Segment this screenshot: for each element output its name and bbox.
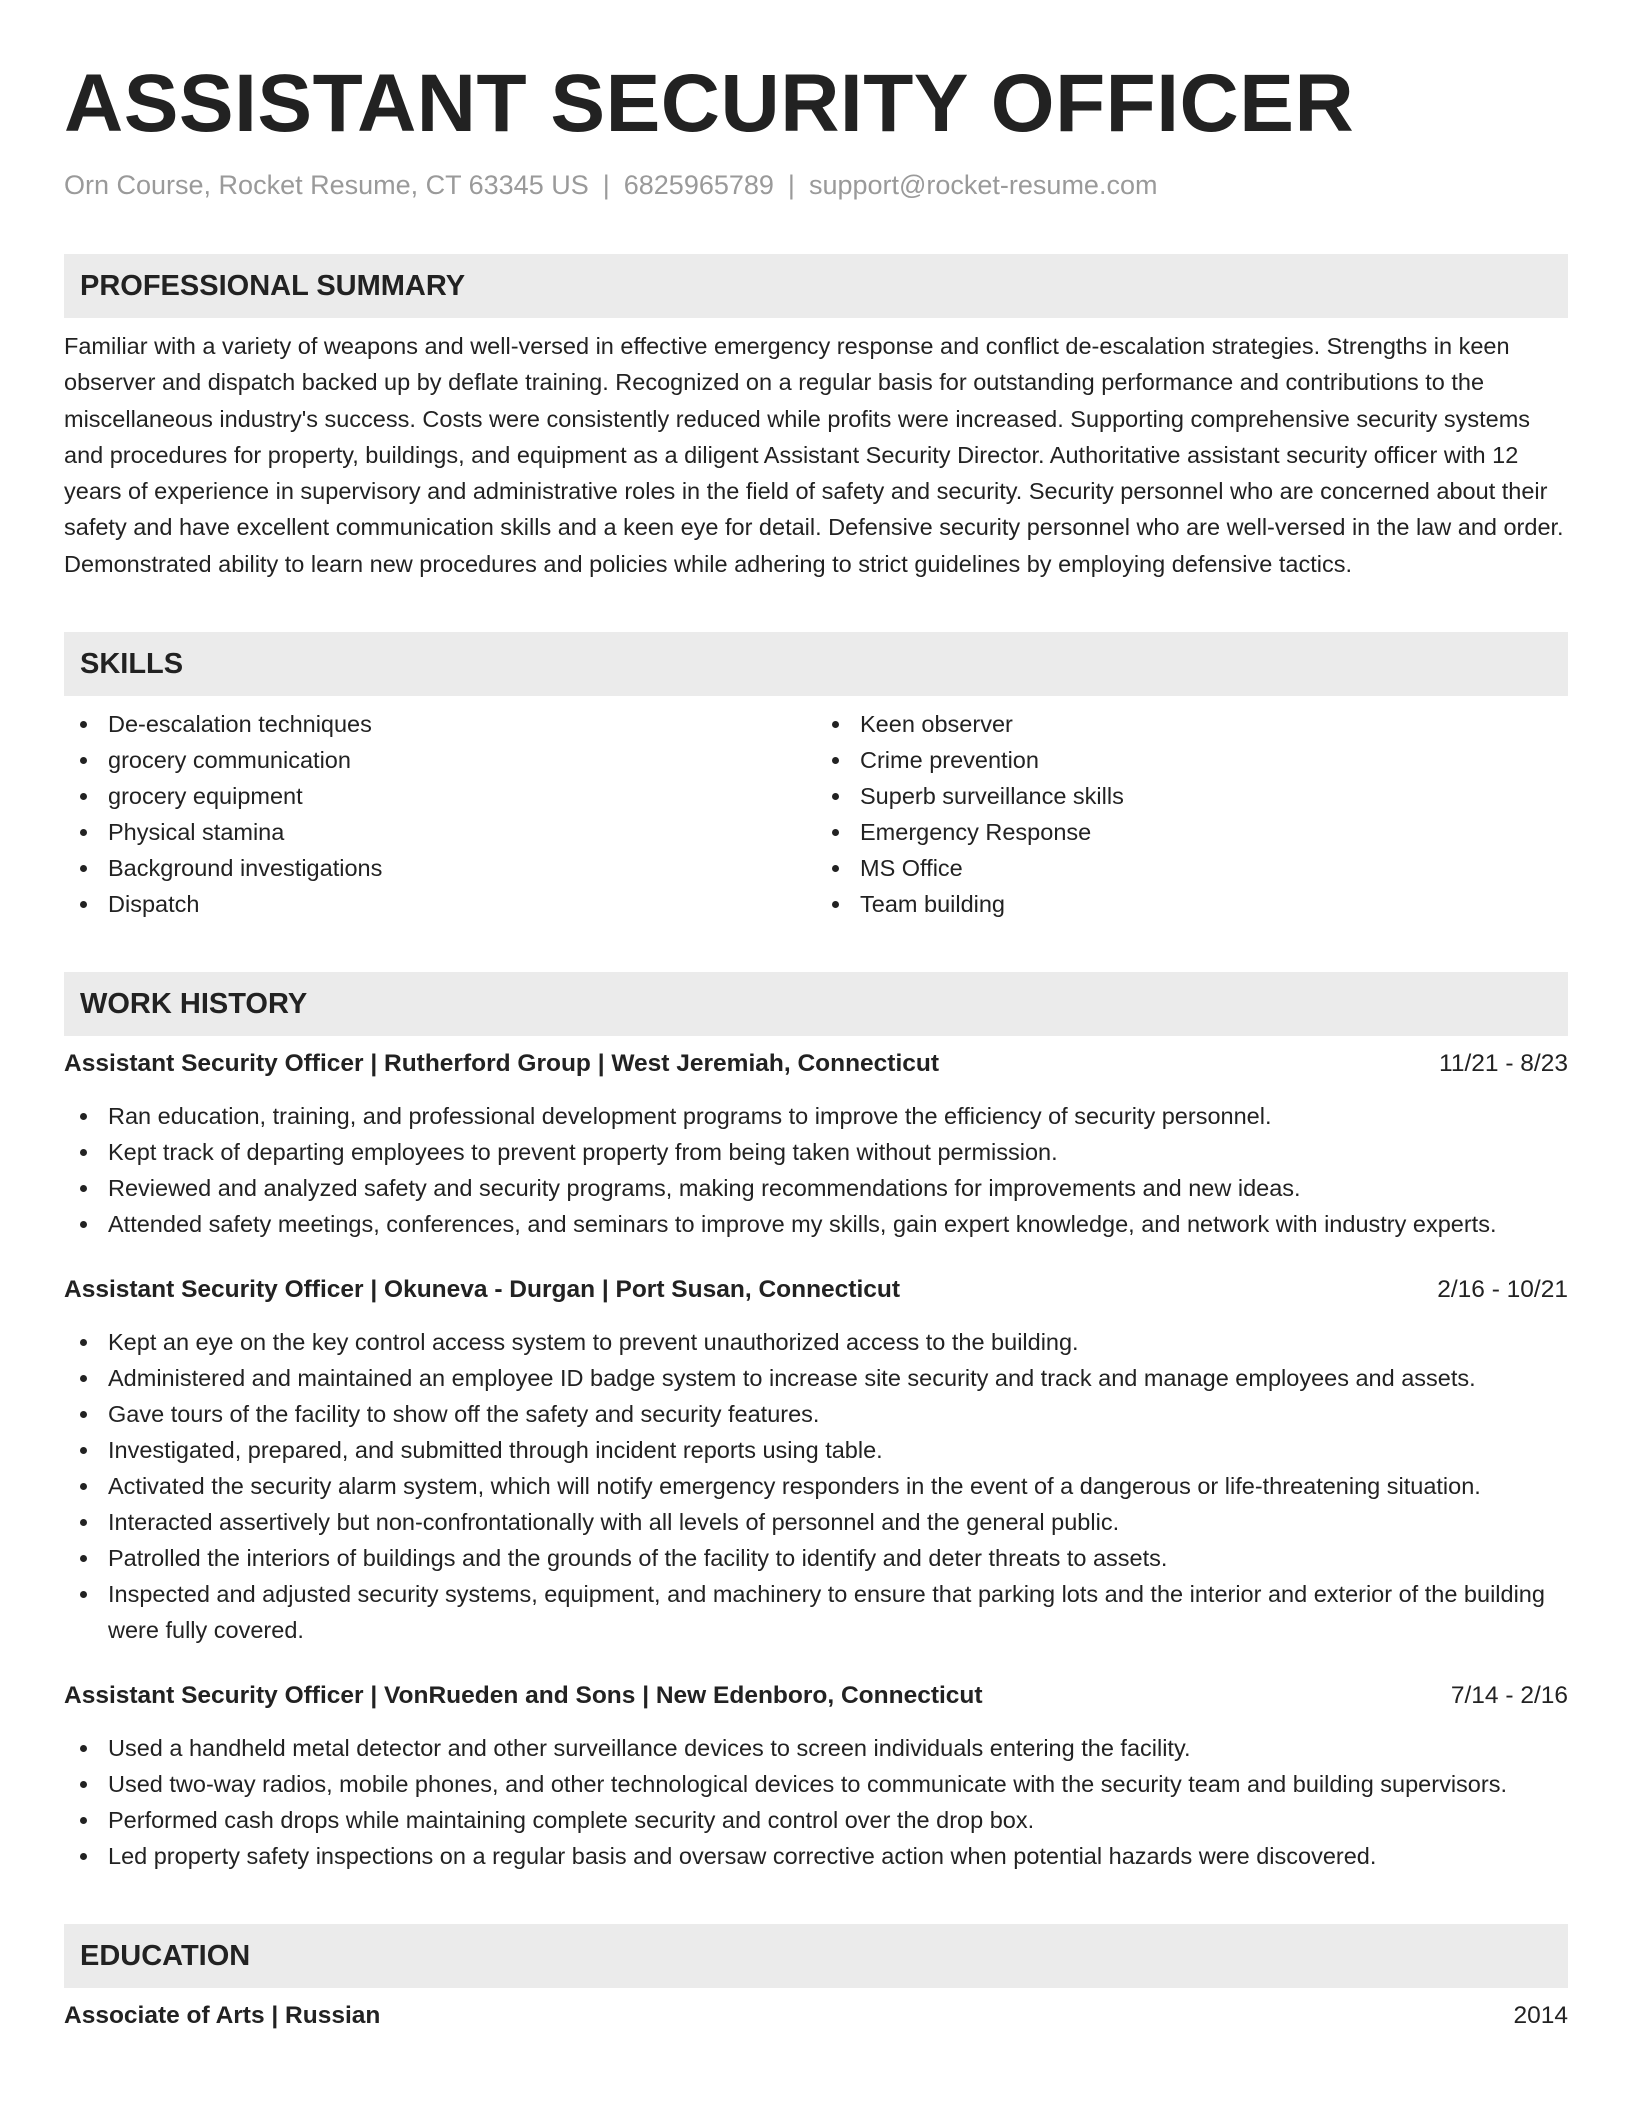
contact-separator: | bbox=[602, 170, 610, 200]
skill-item: Superb surveillance skills bbox=[816, 778, 1568, 814]
skills-heading: SKILLS bbox=[64, 632, 1568, 696]
education-heading: EDUCATION bbox=[64, 1924, 1568, 1988]
summary-heading: PROFESSIONAL SUMMARY bbox=[64, 254, 1568, 318]
job-bullets bbox=[64, 1098, 1568, 1242]
contact-phone: 6825965789 bbox=[623, 170, 774, 200]
skill-item: Keen observer bbox=[816, 706, 1568, 742]
summary-text: Familiar with a variety of weapons and well-versed in effective emergency response and conflict de-escalation strategies. Strengths in keen observer and dispatch backed up by deflate training. Recognized on a regular basis for outstanding performance and contributions to the miscellaneous industry's success. Costs were consistently reduced while profits were increased. Supporting comprehensive security systems and procedures for property, buildings, and equipment as a diligent Assistant Security Director. Authoritative assistant security officer with 12 years of experience in supervisory and administrative roles in the field of safety and security. Security personnel who are concerned about their safety and have excellent communication skills and a keen eye for detail. Defensive security personnel who are well-versed in the law and order. Demonstrated ability to learn new procedures and policies while adhering to strict guidelines by employing defensive tactics. bbox=[64, 333, 1564, 577]
job-bullet: Led property safety inspections on a regular basis and oversaw corrective action when potential hazards were discovered. bbox=[64, 1838, 1568, 1874]
skills-list bbox=[64, 706, 1568, 922]
job-dates: 7/14 - 2/16 bbox=[1450, 1682, 1568, 1710]
job-bullet: Attended safety meetings, conferences, and seminars to improve my skills, gain expert knowledge, and network with industry experts. bbox=[64, 1206, 1568, 1242]
job-bullet: Interacted assertively but non-confrontationally with all levels of personnel and the general public. bbox=[64, 1504, 1568, 1540]
contact-line bbox=[64, 168, 1568, 202]
job-entry bbox=[64, 1678, 1568, 1874]
job-title: Assistant Security Officer | Okuneva - Durgan | Port Susan, Connecticut bbox=[64, 1276, 901, 1304]
education-title: Associate of Arts | Russian bbox=[64, 2002, 381, 2030]
job-bullet: Administered and maintained an employee ID badge system to increase site security and track and manage employees and assets. bbox=[64, 1360, 1568, 1396]
job-bullet: Ran education, training, and professional development programs to improve the efficiency of security personnel. bbox=[64, 1098, 1568, 1134]
job-entry bbox=[64, 1046, 1568, 1242]
skill-item: Background investigations bbox=[64, 850, 816, 886]
skills-column-left bbox=[64, 706, 816, 922]
skill-item: De-escalation techniques bbox=[64, 706, 816, 742]
job-bullet: Kept an eye on the key control access system to prevent unauthorized access to the building. bbox=[64, 1324, 1568, 1360]
job-header bbox=[64, 1272, 1568, 1308]
education-year: 2014 bbox=[1513, 2002, 1568, 2030]
job-bullet: Used a handheld metal detector and other surveillance devices to screen individuals entering the facility. bbox=[64, 1730, 1568, 1766]
job-dates: 2/16 - 10/21 bbox=[1437, 1276, 1568, 1304]
contact-email: support@rocket-resume.com bbox=[808, 170, 1158, 200]
job-bullets bbox=[64, 1324, 1568, 1648]
job-bullet: Kept track of departing employees to prevent property from being taken without permission. bbox=[64, 1134, 1568, 1170]
job-bullet: Investigated, prepared, and submitted through incident reports using table. bbox=[64, 1432, 1568, 1468]
skill-item: Physical stamina bbox=[64, 814, 816, 850]
work-history-heading: WORK HISTORY bbox=[64, 972, 1568, 1036]
job-entry bbox=[64, 1272, 1568, 1648]
job-bullets bbox=[64, 1730, 1568, 1874]
job-bullet: Performed cash drops while maintaining complete security and control over the drop box. bbox=[64, 1802, 1568, 1838]
job-bullet: Gave tours of the facility to show off the safety and security features. bbox=[64, 1396, 1568, 1432]
resume-name: ASSISTANT SECURITY OFFICER bbox=[64, 58, 1355, 149]
skill-item: Team building bbox=[816, 886, 1568, 922]
job-title: Assistant Security Officer | VonRueden and Sons | New Edenboro, Connecticut bbox=[64, 1682, 983, 1710]
job-bullet: Activated the security alarm system, which will notify emergency responders in the event of a dangerous or life-threatening situation. bbox=[64, 1468, 1568, 1504]
job-header bbox=[64, 1046, 1568, 1082]
job-bullet: Inspected and adjusted security systems, equipment, and machinery to ensure that parking lots and the interior and exterior of the building were fully covered. bbox=[64, 1576, 1568, 1648]
job-header bbox=[64, 1678, 1568, 1714]
skill-item: grocery equipment bbox=[64, 778, 816, 814]
skills-column-right bbox=[816, 706, 1568, 922]
skill-item: MS Office bbox=[816, 850, 1568, 886]
job-title: Assistant Security Officer | Rutherford Group | West Jeremiah, Connecticut bbox=[64, 1050, 940, 1078]
job-bullet: Reviewed and analyzed safety and security programs, making recommendations for improvements and new ideas. bbox=[64, 1170, 1568, 1206]
job-dates: 11/21 - 8/23 bbox=[1439, 1050, 1568, 1078]
contact-address: Orn Course, Rocket Resume, CT 63345 US bbox=[64, 170, 589, 200]
education-entry bbox=[64, 1998, 1568, 2034]
skill-item: grocery communication bbox=[64, 742, 816, 778]
job-bullet: Used two-way radios, mobile phones, and other technological devices to communicate with the security team and building supervisors. bbox=[64, 1766, 1568, 1802]
skill-item: Crime prevention bbox=[816, 742, 1568, 778]
contact-separator: | bbox=[787, 170, 795, 200]
skill-item: Dispatch bbox=[64, 886, 816, 922]
job-bullet: Patrolled the interiors of buildings and the grounds of the facility to identify and deter threats to assets. bbox=[64, 1540, 1568, 1576]
skill-item: Emergency Response bbox=[816, 814, 1568, 850]
